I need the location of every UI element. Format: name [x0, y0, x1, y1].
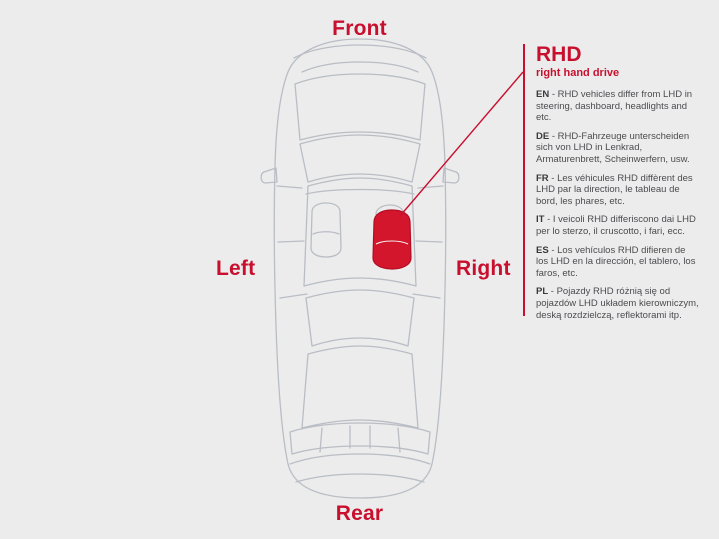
description-text-pl: - Pojazdy RHD różnią się od pojazdów LHD układem kierowniczym, deską rozdzielczą, reflektorami itp.	[536, 286, 699, 321]
description-text-en: - RHD vehicles differ from LHD in steering, dashboard, headlights and etc.	[536, 89, 693, 124]
lang-code-it: IT	[536, 214, 545, 226]
callout-subtitle: right hand drive	[536, 67, 620, 79]
lang-code-es: ES	[536, 244, 549, 256]
driver-seat-highlight	[373, 210, 411, 269]
lang-code-de: DE	[536, 130, 550, 142]
description-de	[536, 131, 699, 166]
lang-code-en: EN	[536, 89, 550, 100]
description-text-fr: - Les véhicules RHD diffèrent des LHD par la direction, le tableau de bord, les phares, etc.	[536, 172, 693, 207]
description-fr	[536, 173, 699, 208]
description-text-it: - I veicoli RHD differiscono dai LHD per lo sterzo, il cruscotto, i fari, ecc.	[536, 214, 696, 237]
description-text-de: - RHD-Fahrzeuge unterscheiden sich von LHD in Lenkrad, Armaturenbrett, Scheinwerfern, usw.	[536, 130, 690, 165]
description-it	[536, 214, 699, 237]
direction-label-rear: Rear	[335, 502, 384, 525]
direction-label-left: Left	[216, 257, 256, 280]
description-en	[536, 89, 699, 124]
lang-code-fr: FR	[536, 172, 549, 184]
callout-title: RHD	[536, 43, 582, 66]
lang-code-pl: PL	[536, 286, 549, 298]
description-text-es: - Los vehículos RHD difieren de los LHD en la dirección, el tablero, los faros, etc.	[536, 244, 696, 279]
car-top-view-illustration	[250, 36, 470, 501]
rhd-callout-panel	[523, 43, 699, 321]
description-pl	[536, 286, 699, 321]
direction-label-front: Front	[332, 17, 387, 40]
direction-label-right: Right	[456, 257, 511, 280]
description-es	[536, 245, 699, 280]
